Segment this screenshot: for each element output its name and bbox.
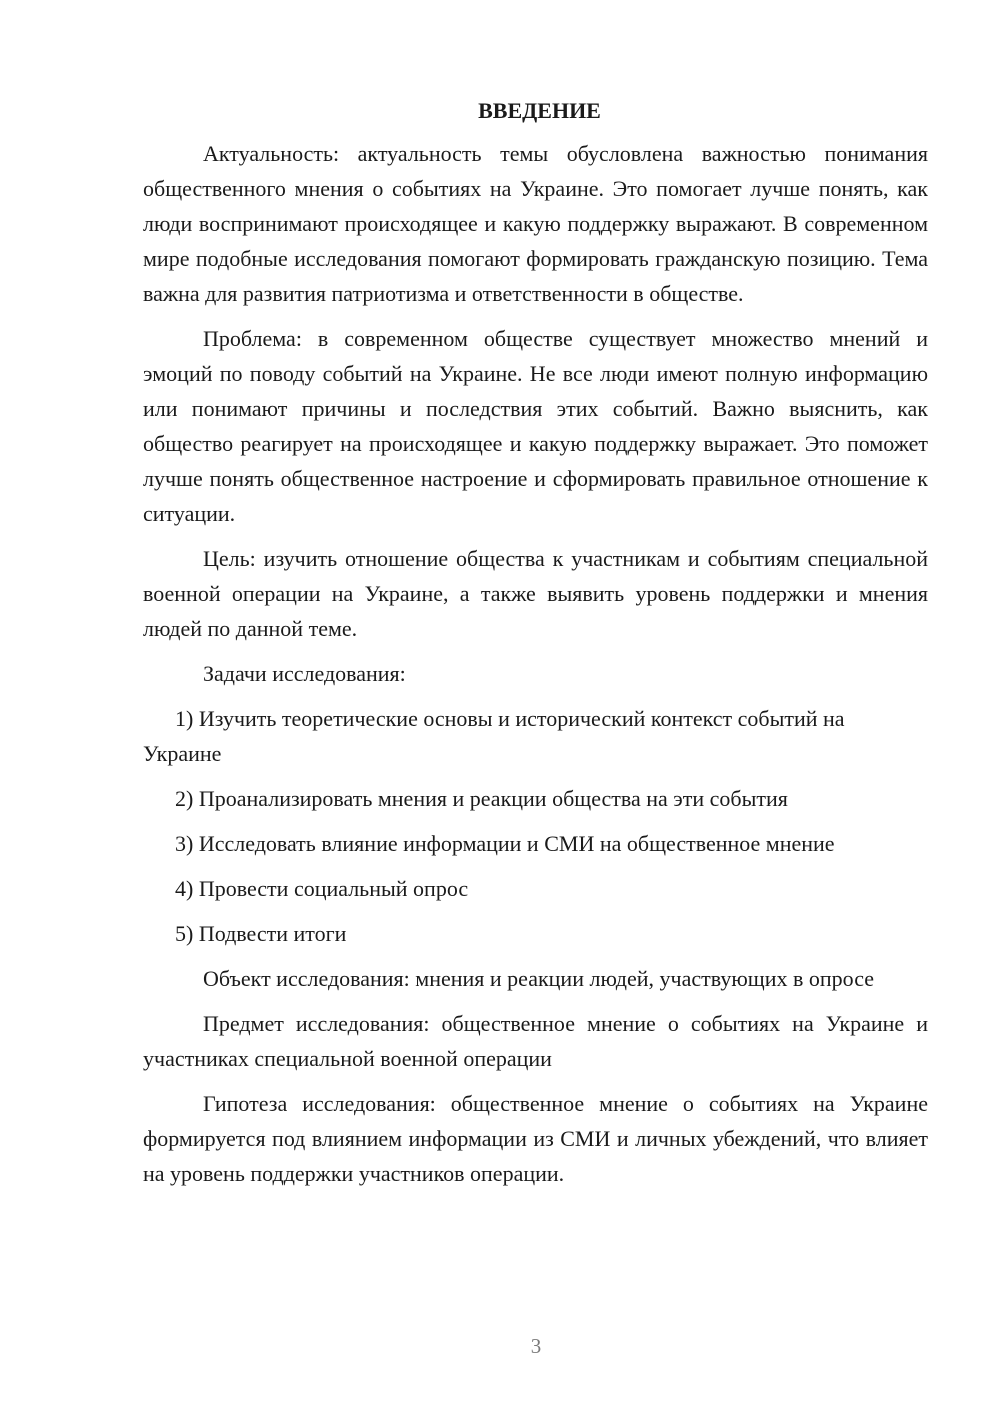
page-number: 3 <box>530 1334 542 1358</box>
paragraph-goal: Цель: изучить отношение общества к участникам и событиям специальной военной операции на Украине, а также выявить уровень поддержки и мнения людей по данной теме. <box>143 546 928 641</box>
paragraph-subject: Предмет исследования: общественное мнение о событиях на Украине и участниках специальной военной операции <box>143 1011 928 1071</box>
task-item-3: 3) Исследовать влияние информации и СМИ на общественное мнение <box>175 831 835 856</box>
task-item-2: 2) Проанализировать мнения и реакции общества на эти события <box>175 786 788 811</box>
task-list <box>143 701 928 951</box>
tasks-title: Задачи исследования: <box>203 661 406 686</box>
section-heading: ВВЕДЕНИЕ <box>478 98 601 123</box>
task-item-5: 5) Подвести итоги <box>175 921 347 946</box>
paragraph-problem: Проблема: в современном обществе существует множество мнений и эмоций по поводу событий на Украине. Не все люди имеют полную информацию или понимают причины и последствия этих событий. Важно выяснить, как общество реагирует на происходящее и какую поддержку выражает. Это поможет лучше понять общественное настроение и сформировать правильное отношение к ситуации. <box>143 326 928 526</box>
task-item-4: 4) Провести социальный опрос <box>175 876 469 901</box>
task-item-1: 1) Изучить теоретические основы и исторический контекст событий на Украине <box>143 706 845 766</box>
paragraph-relevance: Актуальность: актуальность темы обусловлена важностью понимания общественного мнения о событиях на Украине. Это помогает лучше понять, как люди воспринимают происходящее и какую поддержку выражают. В современном мире подобные исследования помогают формировать гражданскую позицию. Тема важна для развития патриотизма и ответственности в обществе. <box>143 141 928 306</box>
paragraph-object: Объект исследования: мнения и реакции людей, участвующих в опросе <box>203 966 875 991</box>
page-content <box>143 93 928 1201</box>
paragraph-hypothesis: Гипотеза исследования: общественное мнение о событиях на Украине формируется под влиянием информации из СМИ и личных убеждений, что влияет на уровень поддержки участников операции. <box>143 1091 928 1186</box>
